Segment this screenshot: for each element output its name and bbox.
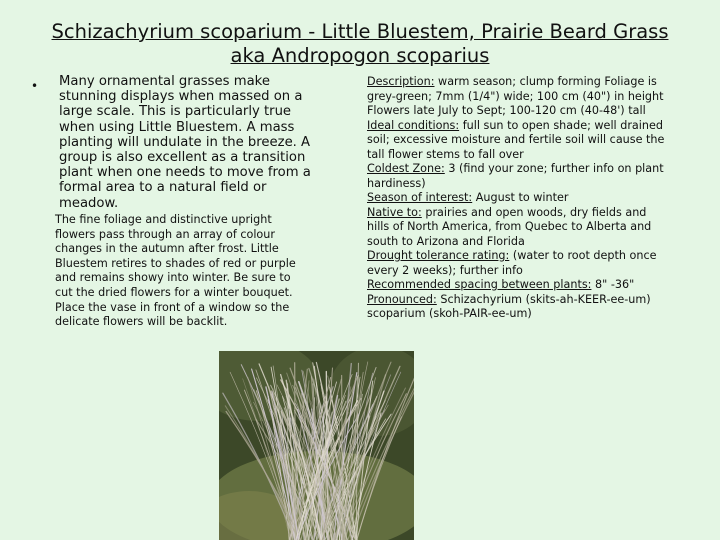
season-label: Season of interest:	[367, 191, 473, 204]
grass-blade	[295, 363, 296, 540]
slide-title	[40, 20, 680, 68]
season-text: August to winter	[472, 191, 569, 204]
spacing-text: 8" -36"	[591, 278, 635, 291]
coldest-zone-label: Coldest Zone:	[367, 162, 445, 175]
coldest-zone-text: 3 (find your zone; further info on plant hardiness)	[367, 162, 664, 190]
description-label: Description:	[367, 75, 435, 88]
native-text: prairies and open woods, dry fields and hills of North America, from Quebec to Alberta and south to Arizona and Florida	[367, 205, 652, 248]
autumn-paragraph: The fine foliage and distinctive upright flowers pass through an array of colour changes in the autumn after frost. Little Bluestem retires to shades of red or purple and remains showy into winter. Be sure to cut the dried flowers for a winter bouquet. Place the vase in front of a window so the delicate flowers will be backlit.	[55, 213, 296, 329]
grass-photo	[219, 351, 414, 540]
ideal-conditions-label: Ideal conditions:	[367, 118, 460, 132]
drought-text: (water to root depth once every 2 weeks); further info	[367, 249, 657, 277]
spacing-label: Recommended spacing between plants:	[367, 278, 592, 291]
description-text: warm season; clump forming Foliage is grey-green; 7mm (1/4") wide; 100 cm (40") in height Flowers late July to Sept; 100-120 cm (40-48') tall	[367, 75, 664, 117]
native-label: Native to:	[367, 205, 422, 219]
pronounced-label: Pronounced:	[367, 292, 437, 306]
pronounced-text: Schizachyrium (skits-ah-KEER-ee-um) scoparium (skoh-PAIR-ee-um)	[367, 292, 651, 320]
grass-illustration	[219, 351, 414, 540]
plant-details	[367, 75, 667, 322]
lead-paragraph: Many ornamental grasses make stunning displays when massed on a large scale. This is particularly true when using Little Bluestem. A mass planting will undulate in the breeze. A group is also excellent as a transition plant when one needs to move from a formal area to a natural field or meadow.	[59, 74, 311, 211]
bullet-dot: •	[31, 79, 39, 93]
drought-label: Drought tolerance rating:	[367, 249, 510, 262]
ideal-conditions-text: full sun to open shade; well drained soil; excessive moisture and fertile soil will cause the tall flower stems to fall over	[367, 118, 665, 161]
title-line-2: aka Andropogon scoparius	[230, 44, 490, 67]
title-line-1: Schizachyrium scoparium - Little Bluestem, Prairie Beard Grass	[51, 20, 669, 43]
